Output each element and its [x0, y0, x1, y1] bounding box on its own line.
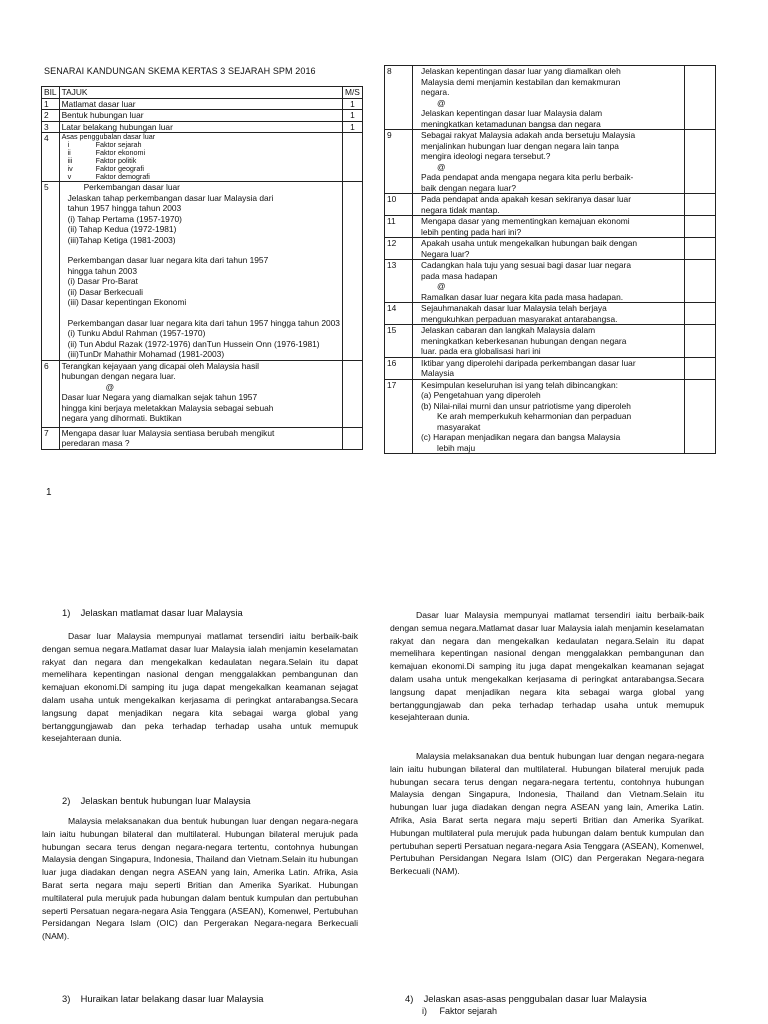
row-page [685, 357, 716, 379]
line: (a) Pengetahuan yang diperoleh [421, 390, 541, 400]
row-number: 9 [385, 130, 413, 194]
row-number: 5 [42, 182, 60, 361]
row-content [413, 194, 685, 216]
header-tajuk: TAJUK [59, 87, 342, 99]
header-bil: BIL [42, 87, 60, 99]
table-row [385, 379, 716, 454]
line: Terangkan kejayaan yang dicapai oleh Malaysia hasil [61, 360, 259, 371]
row-page [685, 379, 716, 454]
table-row [42, 360, 363, 427]
line: hingga tahun 2003 [67, 265, 137, 276]
line: Ramalkan dasar luar negara kita pada masa hadapan. [421, 291, 624, 302]
line: (i) Tahap Pertama (1957-1970) [67, 213, 182, 224]
row-page [685, 216, 716, 238]
row-content [59, 133, 342, 182]
row-content [413, 130, 685, 194]
line: luar. pada era globalisasi hari ini [421, 346, 541, 356]
question-heading [62, 607, 243, 618]
row-number: 10 [385, 194, 413, 216]
sub-item-text: Faktor sejarah [95, 140, 142, 149]
table-row [385, 66, 716, 130]
row-content [413, 303, 685, 325]
line: masyarakat [437, 421, 481, 432]
question-number: 3) [62, 993, 71, 1004]
table-row [42, 133, 363, 182]
row-title: Matlamat dasar luar [59, 98, 342, 110]
question-text: Jelaskan bentuk hubungan luar Malaysia [80, 795, 251, 806]
line: menjalinkan hubungan luar dengan negara lain tanpa [421, 140, 619, 151]
table-row [42, 110, 363, 122]
line: mengira ideologi negara tersebut.? [421, 151, 551, 161]
line: Dasar luar Negara yang diamalkan sejak tahun 1957 [61, 392, 258, 402]
line: (ii) Tun Abdul Razak (1972-1976) danTun Hussein Onn (1976-1981) [67, 338, 320, 349]
contents-table-left [41, 86, 363, 450]
line: Mengapa dasar yang mementingkan kemajuan ekonomi [421, 216, 630, 226]
line: (i) Tunku Abdul Rahman (1957-1970) [67, 328, 206, 338]
table-row [385, 238, 716, 260]
row-number: 16 [385, 357, 413, 379]
table-row [42, 121, 363, 133]
line: Jelaskan cabaran dan langkah Malaysia dalam [421, 325, 596, 335]
line: (iii)TunDr Mahathir Mohamad (1981-2003) [67, 349, 225, 359]
row-page [685, 325, 716, 358]
document-title: SENARAI KANDUNGAN SKEMA KERTAS 3 SEJARAH SPM 2016 [44, 66, 316, 76]
question-text: Huraikan latar belakang dasar luar Malaysia [80, 993, 264, 1004]
line: (ii) Tahap Kedua (1972-1981) [67, 224, 177, 234]
line: lebih penting pada hari ini? [421, 226, 522, 237]
line: negara. [421, 87, 450, 97]
row-content [413, 260, 685, 303]
roman-numeral: i [67, 140, 70, 149]
row-page [685, 194, 716, 216]
line: pada masa hadapan [421, 270, 498, 281]
row-page [342, 427, 362, 449]
line: negara tidak mantap. [421, 204, 500, 215]
question-number: 4) [405, 993, 414, 1004]
line: peredaran masa ? [61, 438, 130, 448]
line: Pada pendapat anda apakah kesan sekiranya dasar luar [421, 194, 631, 204]
sub-item-text: Faktor ekonomi [95, 148, 146, 157]
row-number: 12 [385, 238, 413, 260]
line: tahun 1957 hingga tahun 2003 [67, 203, 182, 213]
line: (iii) Dasar kepentingan Ekonomi [67, 297, 187, 307]
question-heading [405, 993, 647, 1004]
table-row [385, 325, 716, 358]
table-row [42, 182, 363, 361]
line: Pada pendapat anda mengapa negara kita perlu berbaik- [421, 172, 634, 182]
roman-numeral: v [67, 172, 72, 181]
line: Sebagai rakyat Malaysia adakah anda bersetuju Malaysia [421, 130, 636, 140]
row-title: Bentuk hubungan luar [59, 110, 342, 122]
answer-paragraph: Malaysia melaksanakan dua bentuk hubungan luar dengan negara-negara lain iaitu hubungan bilateral dan multilateral. Hubungan bilateral merujuk pada hubungan secara terus dengan negara-negara tertentu, contohnya hubungan Malaysia dengan Singapura, Indonesia, Thailand dan Vietnam.Selain itu hubungan luar juga diadakan dengan negra ASEAN yang lain, Amerika Latin. Afrika, Asia Barat serta negara maju seperti Britian dan Amerika Syarikat. Hubungan multilateral pula merujuk pada hubungan dalam bentuk kumpulan dan pertubuhan seperti Persatuan negara-negara Asia Tenggara (ASEAN), Komenwel, Pertubuhan Persidangan Negara Islam (OIC) dan Pergerakan Negara-negara Berkecuali (NAM). [390, 751, 704, 877]
row-page: 1 [342, 110, 362, 122]
row-content [413, 238, 685, 260]
question-number: 1) [62, 607, 71, 618]
roman-numeral: iv [67, 164, 73, 173]
row-number: 4 [42, 133, 60, 182]
line: baik dengan negara luar? [421, 182, 516, 193]
row-content [413, 325, 685, 358]
line: (i) Dasar Pro-Barat [67, 276, 138, 286]
row-number: 17 [385, 379, 413, 454]
answer-paragraph: Dasar luar Malaysia mempunyai matlamat tersendiri iaitu berbaik-baik dengan semua negara.Matlamat dasar luar Malaysia ialah menjamin keselamatan rakyat dan negara dan mengekalkan kedaulatan negara.Selain itu dapat memelihara kepentingan nasional dengan menggalakkan pembangunan dan kemajuan ekonomi.Di samping itu juga dapat mengekalkan keamanan sejagat dalam usaha untuk mengekalkan kerjasama di peringkat antarabangsa.Secara langsung dapat menjadikan negara kita sebagai warga global yang bertanggungjawab dan peka terhadap terhadap usaha untuk memupuk kesejahteraan dunia. [42, 631, 358, 744]
table-row [385, 357, 716, 379]
line: Kesimpulan keseluruhan isi yang telah dibincangkan: [421, 379, 618, 390]
row-content [59, 182, 342, 361]
line: negara yang dihormati. Buktikan [61, 413, 182, 423]
row-page: 1 [342, 98, 362, 110]
line: Mengapa dasar luar Malaysia sentiasa berubah mengikut [61, 427, 275, 438]
table-row [42, 427, 363, 449]
row-number: 11 [385, 216, 413, 238]
roman-numeral: ii [67, 148, 71, 157]
row-number: 14 [385, 303, 413, 325]
row-page [685, 260, 716, 303]
or-separator: @ [437, 97, 446, 108]
row-number: 13 [385, 260, 413, 303]
row-content [413, 66, 685, 130]
row-content [59, 427, 342, 449]
or-separator: @ [437, 161, 446, 172]
sub-item-text: Faktor demografi [95, 172, 150, 181]
line: (c) Harapan menjadikan negara dan bangsa Malaysia [421, 432, 621, 442]
line: Ke arah memperkukuh keharmonian dan perpaduan [437, 411, 632, 421]
answer-paragraph: Malaysia melaksanakan dua bentuk hubungan luar dengan negara-negara lain iaitu hubungan bilateral dan multilateral. Hubungan bilateral merujuk pada hubungan secara terus dengan negara-negara tertentu, contohnya hubungan Malaysia dengan Singapura, Indonesia, Thailand dan Vietnam.Selain itu hubungan luar juga diadakan dengan negra ASEAN yang lain, Amerika Latin. Afrika, Asia Barat serta negara maju seperti Britian dan Amerika Syarikat. Hubungan multilateral pula merujuk pada hubungan dalam bentuk kumpulan dan pertubuhan seperti Persatuan negara-negara Asia Tenggara (ASEAN), Komenwel, Pertubuhan Persidangan Negara Islam (OIC) dan Pergerakan Negara-negara Berkecuali (NAM). [42, 816, 358, 942]
line: mengukuhkan perpaduan masyarakat antarabangsa. [421, 313, 618, 324]
line: lebih maju [437, 442, 476, 453]
header-ms: M/S [342, 87, 362, 99]
page-number: 1 [46, 487, 52, 498]
row-page [342, 360, 362, 427]
sub-item-text: Faktor politik [95, 156, 137, 165]
table-row [385, 130, 716, 194]
sub-item-text: Faktor geografi [95, 164, 144, 173]
row-number: 1 [42, 98, 60, 110]
line: hubungan dengan negara luar. [61, 371, 176, 381]
row-number: 6 [42, 360, 60, 427]
line: Jelaskan kepentingan dasar luar yang diamalkan oleh [421, 66, 621, 76]
roman-numeral: iii [67, 156, 73, 165]
line: Perkembangan dasar luar [83, 182, 180, 192]
line: Jelaskan kepentingan dasar luar Malaysia dalam [421, 108, 603, 118]
row-content [413, 216, 685, 238]
answer-paragraph: Dasar luar Malaysia mempunyai matlamat tersendiri iaitu berbaik-baik dengan semua negara.Matlamat dasar luar Malaysia ialah menjamin keselamatan rakyat dan negara dan mengekalkan kedaulatan negara.Selain itu dapat memelihara kepentingan nasional dengan menggalakkan pembangunan dan kemajuan ekonomi.Di samping itu juga dapat mengekalkan keamanan sejagat dalam usaha untuk mengekalkan kerjasama di peringkat antarabangsa.Secara langsung dapat menjadikan negara kita sebagai warga global yang bertanggungjawab dan peka terhadap terhadap usaha untuk memupuk kesejahteraan dunia. [390, 610, 704, 723]
or-separator: @ [437, 281, 446, 291]
row-page: 1 [342, 121, 362, 133]
row-page [342, 133, 362, 182]
line: meningkatkan ketamadunan bangsa dan negara [421, 118, 601, 129]
subitem-number: i) [422, 1006, 427, 1016]
line: Perkembangan dasar luar negara kita dari tahun 1957 hingga tahun 2003 [67, 317, 340, 328]
question-heading [62, 795, 251, 806]
table-row [385, 216, 716, 238]
contents-table-right [384, 65, 716, 454]
question-text: Jelaskan asas-asas penggubalan dasar luar Malaysia [423, 993, 647, 1004]
row-page [685, 303, 716, 325]
line: (b) Nilai-nilai murni dan unsur patriotisme yang diperoleh [421, 400, 631, 411]
row-content [413, 357, 685, 379]
line: Malaysia demi menjamin kestabilan dan kemakmuran [421, 76, 621, 87]
line: Sejauhmanakah dasar luar Malaysia telah berjaya [421, 303, 607, 313]
table-header-row [42, 87, 363, 99]
line: Cadangkan hala tuju yang sesuai bagi dasar luar negara [421, 260, 631, 270]
row-page [685, 66, 716, 130]
line: (ii) Dasar Berkecuali [67, 286, 143, 297]
row-page [685, 238, 716, 260]
line: Jelaskan tahap perkembangan dasar luar Malaysia dari [67, 192, 274, 203]
table-row [385, 260, 716, 303]
line: Negara luar? [421, 248, 470, 259]
row-content [59, 360, 342, 427]
table-row [42, 98, 363, 110]
line: Apakah usaha untuk mengekalkan hubungan baik dengan [421, 238, 638, 248]
row-number: 15 [385, 325, 413, 358]
line: Malaysia [421, 368, 455, 378]
line: Iktibar yang diperolehi daripada perkembangan dasar luar [421, 357, 636, 368]
row-page [685, 130, 716, 194]
question-subitem [422, 1006, 497, 1016]
row-content [413, 379, 685, 454]
row-number: 3 [42, 121, 60, 133]
row-number: 7 [42, 427, 60, 449]
question-text: Jelaskan matlamat dasar luar Malaysia [80, 607, 243, 618]
line: Perkembangan dasar luar negara kita dari tahun 1957 [67, 255, 269, 265]
row-title: Latar belakang hubungan luar [59, 121, 342, 133]
question-heading [62, 993, 264, 1004]
table-row [385, 303, 716, 325]
table-row [385, 194, 716, 216]
or-separator: @ [105, 381, 115, 392]
row-number: 2 [42, 110, 60, 122]
row-page [342, 182, 362, 361]
subitem-text: Faktor sejarah [439, 1006, 498, 1016]
line: hingga kini berjaya meletakkan Malaysia sebagai sebuah [61, 402, 274, 413]
row-number: 8 [385, 66, 413, 130]
line: (iii)Tahap Ketiga (1981-2003) [67, 234, 176, 245]
line: meningkatkan keberkesanan hubungan dengan negara [421, 335, 627, 346]
row-title: Asas penggubalan dasar luar [61, 132, 156, 141]
question-number: 2) [62, 795, 71, 806]
sub-item [62, 173, 340, 181]
